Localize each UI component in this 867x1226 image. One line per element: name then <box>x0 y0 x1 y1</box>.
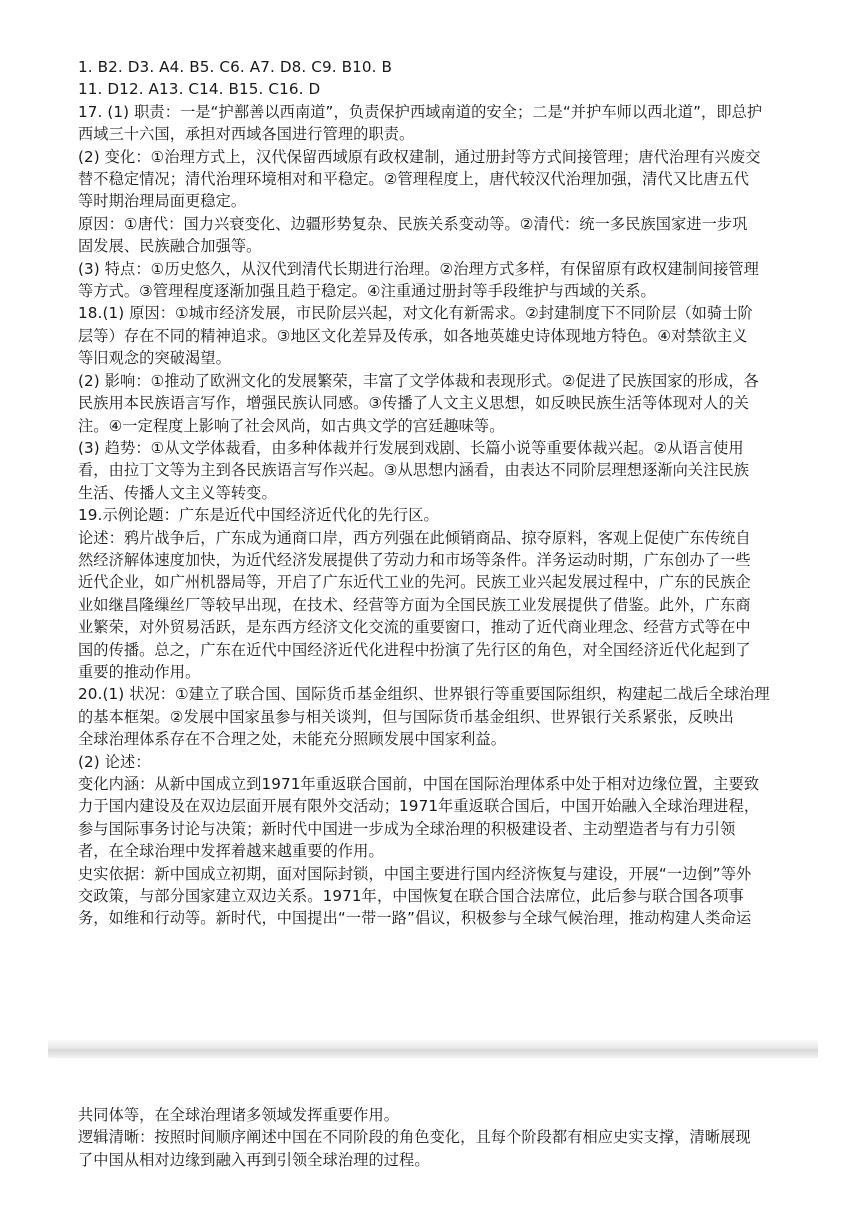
text-line: (3) 特点：①历史悠久，从汉代到清代长期进行治理。②治理方式多样，有保留原有政权建制间接管理 <box>78 259 759 278</box>
text-line: 等旧观念的突破渴望。 <box>78 349 231 368</box>
answer-page-bottom <box>78 1104 818 1171</box>
text-line: 19.示例论题：广东是近代中国经济近代化的先行区。 <box>78 506 439 525</box>
text-line: 国的传播。总之，广东在近代中国经济近代化进程中扮演了先行区的角色，对全国经济近代化起到了 <box>78 640 751 659</box>
text-line: 民族用本民族语言写作，增强民族认同感。③传播了人文主义思想，如反映民族生活等体现对人的关 <box>78 394 750 413</box>
text-line: 重要的推动作用。 <box>78 662 201 681</box>
text-line: (3) 趋势：①从文学体裁看，由多种体裁并行发展到戏剧、长篇小说等重要体裁兴起。②从语言使用 <box>78 438 744 457</box>
text-line: 等方式。③管理程度逐渐加强且趋于稳定。④注重通过册封等手段维护与西域的关系。 <box>78 282 656 301</box>
text-line: 原因：①唐代：国力兴衰变化、边疆形势复杂、民族关系变动等。②清代：统一多民族国家进一步巩 <box>78 214 748 233</box>
text-line: 20.(1) 状况：①建立了联合国、国际货币基金组织、世界银行等重要国际组织，构建起二战后全球治理 <box>78 685 770 704</box>
text-line: 力于国内建设及在双边层面开展有限外交活动；1971年重返联合国后，中国开始融入全球治理进程， <box>78 797 760 816</box>
text-line: 参与国际事务讨论与决策；新时代中国进一步成为全球治理的积极建设者、主动塑造者与有力引领 <box>78 819 736 838</box>
text-line: 18.(1) 原因：①城市经济发展，市民阶层兴起，对文化有新需求。②封建制度下不同阶层（如骑士阶 <box>78 304 753 323</box>
text-line: 业繁荣，对外贸易活跃，是东西方经济文化交流的重要窗口，推动了近代商业理念、经营方式等在中 <box>78 618 751 637</box>
text-line: 层等）存在不同的精神追求。③地区文化差异及传承，如各地英雄史诗体现地方特色。④对禁欲主义 <box>78 326 748 345</box>
text-line: 然经济解体速度加快，为近代经济发展提供了劳动力和市场等条件。洋务运动时期，广东创办了一些 <box>78 550 751 569</box>
text-line: 共同体等，在全球治理诸多领域发挥重要作用。 <box>78 1106 400 1124</box>
answer-page-top <box>78 56 818 930</box>
text-line: 论述：鸦片战争后，广东成为通商口岸，西方列强在此倾销商品、掠夺原料，客观上促使广东传统自 <box>78 528 751 547</box>
text-line: 全球治理体系存在不合理之处，未能充分照顾发展中国家利益。 <box>78 730 507 749</box>
text-line: (2) 论述： <box>78 752 151 771</box>
text-line: 业如继昌隆缫丝厂等较早出现，在技术、经营等方面为全国民族工业发展提供了借鉴。此外，广东商 <box>78 595 751 614</box>
text-line: 交政策，与部分国家建立双边关系。1971年，中国恢复在联合国合法席位，此后参与联合国各项事 <box>78 887 744 906</box>
text-line: 了中国从相对边缘到融入再到引领全球治理的过程。 <box>78 1150 430 1169</box>
text-line: 固发展、民族融合加强等。 <box>78 237 262 256</box>
text-line: 11. D12. A13. C14. B15. C16. D <box>78 80 321 99</box>
text-line: 1. B2. D3. A4. B5. C6. A7. D8. C9. B10. B <box>78 58 392 76</box>
text-line: 等时期治理局面更稳定。 <box>78 192 247 211</box>
text-line: 者，在全球治理中发挥着越来越重要的作用。 <box>78 842 384 861</box>
text-line: 注。④一定程度上影响了社会风尚，如古典文学的宫廷趣味等。 <box>78 416 505 435</box>
text-line: 看，由拉丁文等为主到各民族语言写作兴起。③从思想内涵看，由表达不同阶层理想逐渐向关注民族 <box>78 461 750 480</box>
text-line: 17. (1) 职责：一是“护鄯善以西南道”，负责保护西域南道的安全；二是“并护车师以西北道”，即总护 <box>78 102 763 121</box>
text-line: 生活、传播人文主义等转变。 <box>78 483 277 502</box>
text-line: 逻辑清晰：按照时间顺序阐述中国在不同阶段的角色变化，且每个阶段都有相应史实支撑，清晰展现 <box>78 1128 751 1147</box>
text-line: 近代企业，如广州机器局等，开启了广东近代工业的先河。民族工业兴起发展过程中，广东的民族企 <box>78 573 751 592</box>
text-line: 变化内涵：从新中国成立到1971年重返联合国前，中国在国际治理体系中处于相对边缘位置，主要致 <box>78 775 760 793</box>
text-line: 替不稳定情况；清代治理环境相对和平稳定。②管理程度上，唐代较汉代治理加强，清代又比唐五代 <box>78 170 750 189</box>
text-line: 务，如维和行动等。新时代，中国提出“一带一路”倡议，积极参与全球气候治理，推动构建人类命运 <box>78 909 752 928</box>
text-line: 史实依据：新中国成立初期，面对国际封锁，中国主要进行国内经济恢复与建设，开展“一边倒”等外 <box>78 864 752 883</box>
text-line: 西域三十六国，承担对西域各国进行管理的职责。 <box>78 125 415 144</box>
page-break-divider <box>48 1040 818 1058</box>
text-line: (2) 变化：①治理方式上，汉代保留西域原有政权建制，通过册封等方式间接管理；唐代治理有兴废交 <box>78 147 761 166</box>
text-line: (2) 影响：①推动了欧洲文化的发展繁荣，丰富了文学体裁和表现形式。②促进了民族国家的形成，各 <box>78 371 759 390</box>
text-line: 的基本框架。②发展中国家虽参与相关谈判，但与国际货币基金组织、世界银行关系紧张，反映出 <box>78 707 734 726</box>
